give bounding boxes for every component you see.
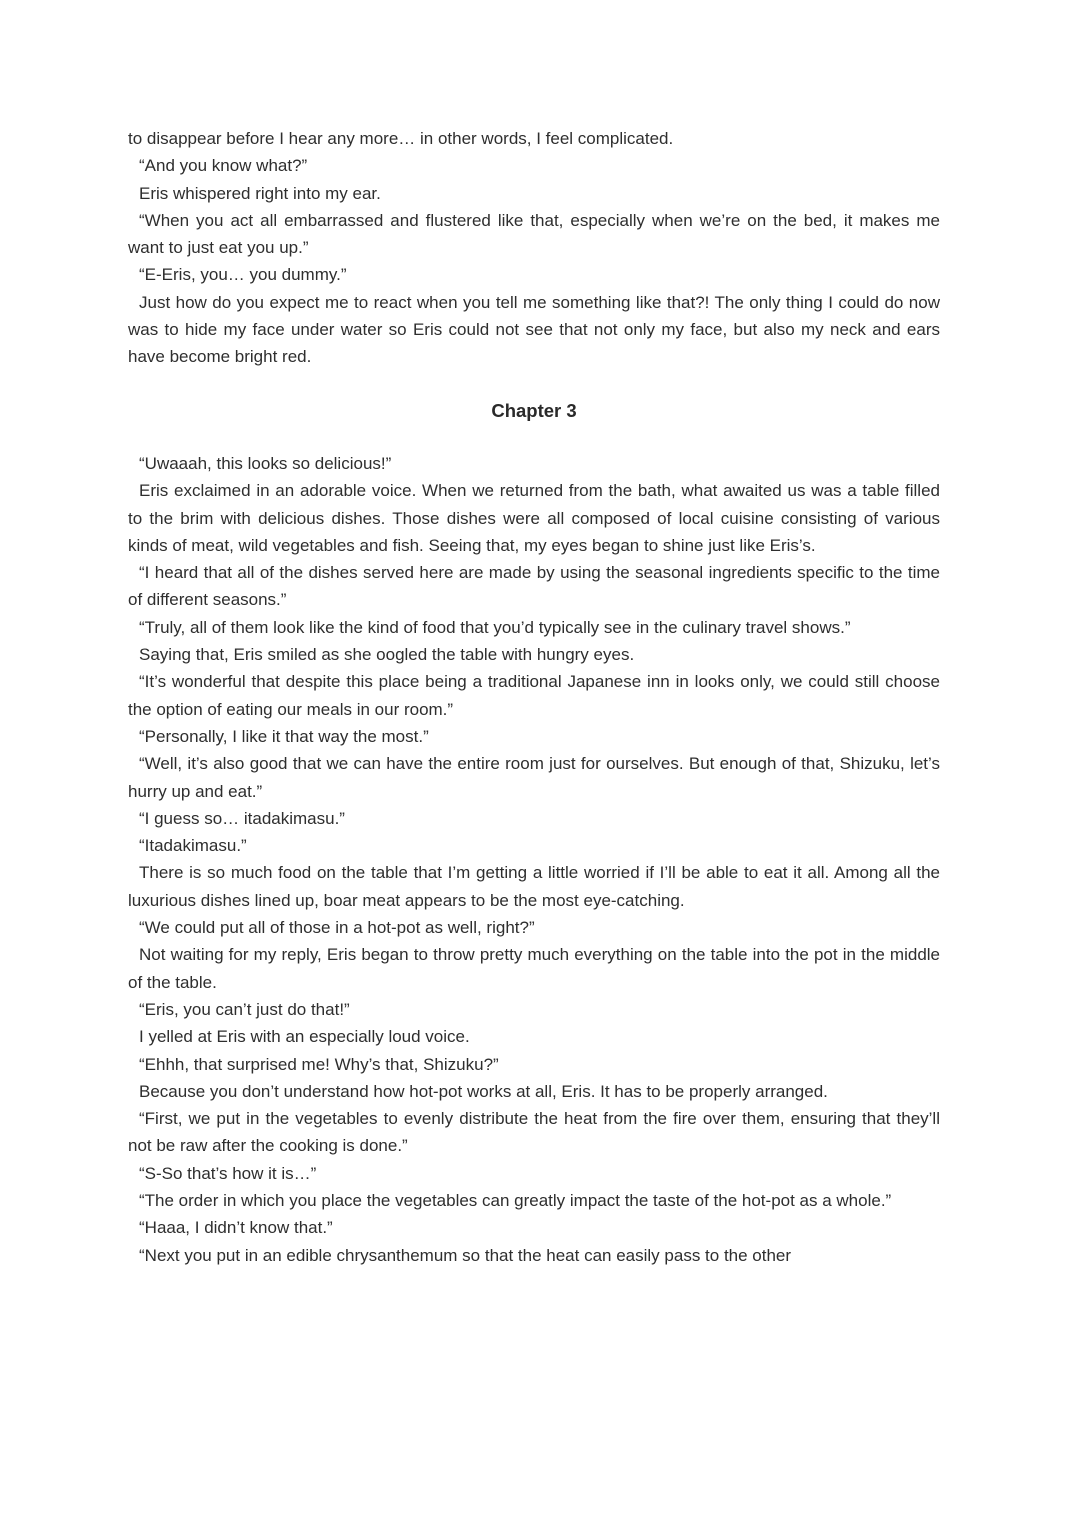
- paragraph: “Uwaaah, this looks so delicious!”: [139, 453, 392, 473]
- paragraph: “And you know what?”: [139, 156, 308, 176]
- paragraph: I yelled at Eris with an especially loud voice.: [139, 1027, 470, 1047]
- paragraph: “Eris, you can’t just do that!”: [139, 999, 350, 1019]
- paragraph: “S-So that’s how it is…”: [139, 1163, 317, 1183]
- paragraph: Saying that, Eris smiled as she oogled the table with hungry eyes.: [139, 645, 635, 665]
- paragraph: “Well, it’s also good that we can have the entire room just for ourselves. But enough of that, Shizuku, let’s hurry up and eat.”: [128, 754, 940, 801]
- chapter-text: [128, 450, 940, 1269]
- pre-chapter-text: [128, 125, 940, 371]
- paragraph: “It’s wonderful that despite this place being a traditional Japanese inn in looks only, we could still choose the option of eating our meals in our room.”: [128, 672, 940, 719]
- paragraph: “E-Eris, you… you dummy.”: [139, 265, 347, 285]
- paragraph: “Haaa, I didn’t know that.”: [139, 1218, 333, 1238]
- paragraph: “The order in which you place the vegetables can greatly impact the taste of the hot-pot as a whole.”: [139, 1190, 892, 1210]
- paragraph: “I guess so… itadakimasu.”: [139, 808, 345, 828]
- paragraph: “I heard that all of the dishes served here are made by using the seasonal ingredients specific to the time of different seasons.”: [128, 563, 940, 610]
- paragraph: There is so much food on the table that I’m getting a little worried if I’ll be able to eat it all. Among all the luxurious dishes lined up, boar meat appears to be the most eye-catching.: [128, 863, 940, 910]
- paragraph: Eris exclaimed in an adorable voice. When we returned from the bath, what awaited us was a table filled to the brim with delicious dishes. Those dishes were all composed of local cuisine consisting of various kinds of meat, wild vegetables and fish. Seeing that, my eyes began to shine just like Eris’s.: [128, 481, 940, 555]
- paragraph: “Truly, all of them look like the kind of food that you’d typically see in the culinary travel shows.”: [139, 617, 851, 637]
- paragraph: Not waiting for my reply, Eris began to throw pretty much everything on the table into the pot in the middle of the table.: [128, 945, 940, 992]
- paragraph: “Next you put in an edible chrysanthemum so that the heat can easily pass to the other: [139, 1245, 792, 1265]
- paragraph: “When you act all embarrassed and flustered like that, especially when we’re on the bed, it makes me want to just eat you up.”: [128, 210, 940, 258]
- chapter-heading: Chapter 3: [491, 399, 577, 421]
- paragraph: “Personally, I like it that way the most.”: [139, 726, 429, 746]
- paragraph: to disappear before I hear any more… in other words, I feel complicated.: [128, 129, 674, 148]
- paragraph: “Itadakimasu.”: [139, 836, 247, 856]
- paragraph: “Ehhh, that surprised me! Why’s that, Shizuku?”: [139, 1054, 499, 1074]
- paragraph: “First, we put in the vegetables to evenly distribute the heat from the fire over them, ensuring that they’ll not be raw after the cooking is done.”: [128, 1109, 940, 1156]
- paragraph: Because you don’t understand how hot-pot works at all, Eris. It has to be properly arranged.: [139, 1081, 828, 1101]
- paragraph: “We could put all of those in a hot-pot as well, right?”: [139, 918, 535, 938]
- paragraph: Just how do you expect me to react when you tell me something like that?! The only thing I could do now was to hide my face under water so Eris could not see that not only my face, but also my neck and ears have become bright red.: [128, 292, 940, 367]
- paragraph: Eris whispered right into my ear.: [139, 183, 381, 203]
